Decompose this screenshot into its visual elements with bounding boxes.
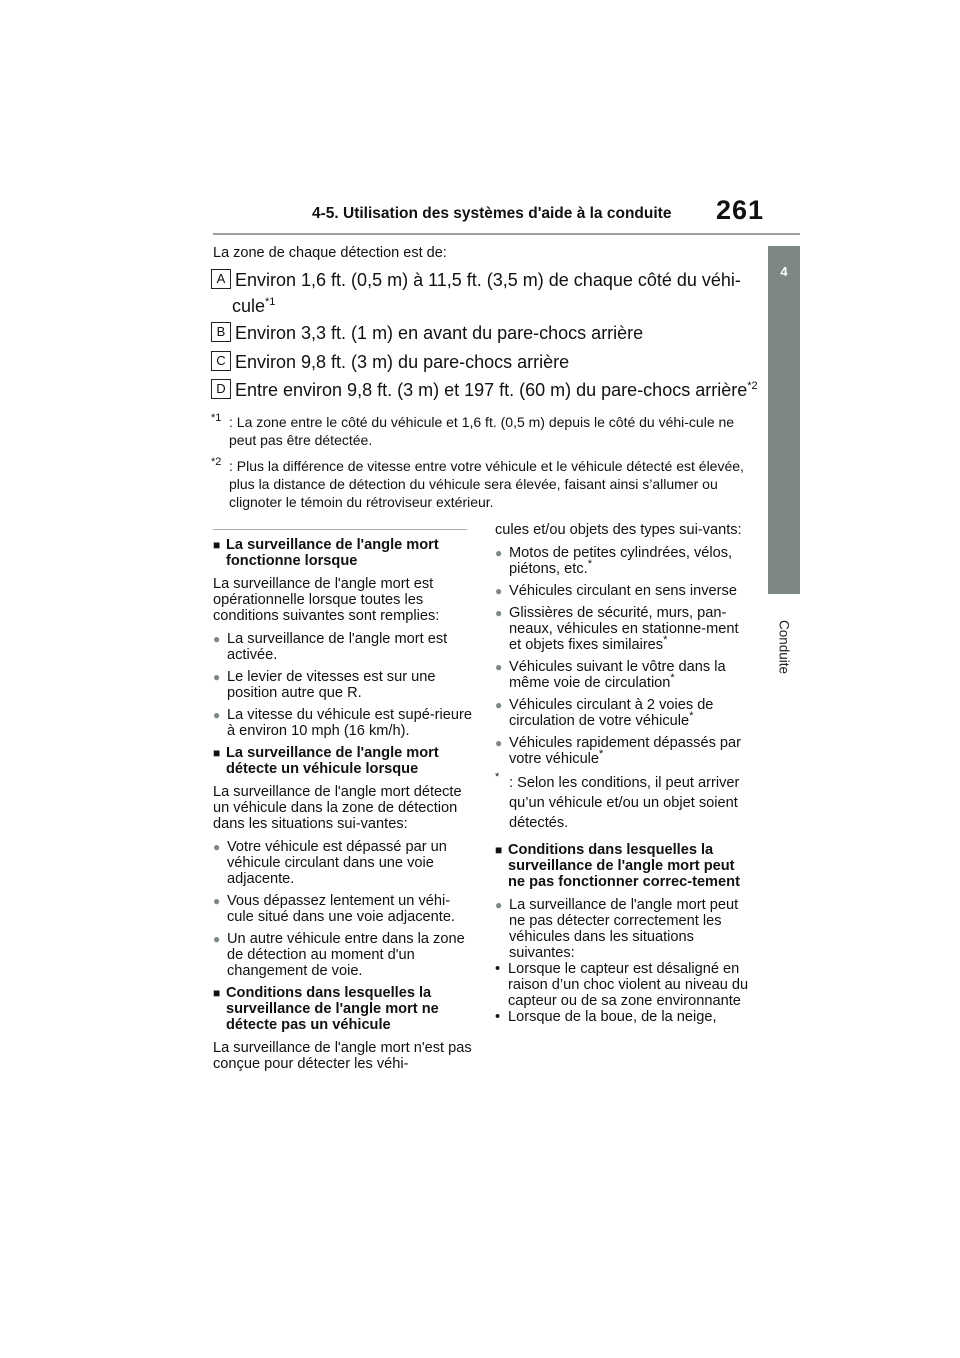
zone-letter-badge: C bbox=[211, 351, 231, 371]
zone-text: Entre environ 9,8 ft. (3 m) et 197 ft. (60 m) du pare-chocs arrière bbox=[235, 380, 748, 400]
sub-list-item-text: Lorsque de la boue, de la neige, bbox=[508, 1009, 717, 1025]
zone-d bbox=[211, 378, 758, 402]
zone-a bbox=[211, 268, 741, 292]
zone-text: Environ 1,6 ft. (0,5 m) à 11,5 ft. (3,5 m) de chaque côté du véhi- bbox=[235, 270, 741, 290]
list-item-text: La vitesse du véhicule est supé-rieure à environ 10 mph (16 km/h). bbox=[227, 707, 472, 739]
section-heading bbox=[213, 985, 473, 1033]
list-item-text: La surveillance de l'angle mort peut ne pas détecter correctement les véhicules dans les situations suivantes: bbox=[509, 897, 739, 961]
zone-c bbox=[211, 350, 569, 374]
section-heading bbox=[213, 537, 473, 569]
footnote-ref: * bbox=[670, 672, 675, 685]
footnote-ref: * bbox=[663, 634, 668, 647]
footnote-2 bbox=[211, 457, 751, 511]
footnote-ref: *1 bbox=[265, 296, 276, 308]
footnote-ref: * bbox=[689, 710, 694, 723]
left-column bbox=[213, 537, 473, 1079]
zone-text: Environ 3,3 ft. (1 m) en avant du pare-chocs arrière bbox=[235, 323, 644, 343]
list-item bbox=[495, 605, 753, 653]
bullet-icon: ● bbox=[213, 708, 221, 722]
zone-text-cont: cule bbox=[232, 296, 266, 316]
list-item-text: Le levier de vitesses est sur une position autre que R. bbox=[227, 669, 436, 701]
right-column bbox=[495, 522, 753, 1025]
zone-text: Environ 9,8 ft. (3 m) du pare-chocs arrière bbox=[235, 352, 570, 372]
paragraph: La surveillance de l'angle mort détecte un véhicule dans la zone de détection dans les situations sui-vantes: bbox=[213, 784, 462, 832]
square-bullet-icon: ■ bbox=[213, 986, 221, 1000]
list-item-text: Un autre véhicule entre dans la zone de détection au moment d'un changement de voie. bbox=[227, 931, 465, 979]
heading-text: La surveillance de l'angle mort fonctionne lorsque bbox=[226, 537, 439, 569]
square-bullet-icon: ■ bbox=[213, 746, 221, 760]
paragraph: La surveillance de l'angle mort est opérationnelle lorsque toutes les conditions suivantes sont remplies: bbox=[213, 576, 440, 624]
note-text: : Selon les conditions, il peut arriver qu’un véhicule et/ou un objet soient détectés. bbox=[509, 775, 740, 831]
note bbox=[495, 773, 753, 833]
section-divider bbox=[213, 529, 467, 530]
sub-list-item bbox=[495, 961, 753, 1009]
list-item-text: La surveillance de l'angle mort est activée. bbox=[227, 631, 448, 663]
bullet-icon: ● bbox=[213, 932, 221, 946]
list-item-text: Glissières de sécurité, murs, pan-neaux, véhicules en stationne-ment et objets fixes similaires bbox=[509, 605, 739, 653]
chapter-title: 4-5. Utilisation des systèmes d'aide à la conduite bbox=[312, 205, 672, 222]
list-item bbox=[495, 697, 753, 729]
list-item bbox=[495, 583, 753, 599]
sub-list-item-text: Lorsque le capteur est désaligné en raison d’un choc violent au niveau du capteur ou de sa zone environnante bbox=[508, 961, 749, 1009]
list-item bbox=[495, 659, 753, 691]
bullet-icon: ● bbox=[213, 632, 221, 646]
footnote-ref: * bbox=[599, 748, 604, 761]
list-item bbox=[213, 669, 473, 701]
bullet-icon: ● bbox=[495, 898, 503, 912]
chapter-number: 4 bbox=[780, 264, 788, 279]
list-item-text: Véhicules circulant à 2 voies de circulation de votre véhicule bbox=[509, 697, 714, 729]
bullet-icon: ● bbox=[495, 660, 503, 674]
section-heading bbox=[213, 745, 473, 777]
footnote-mark: *1 bbox=[211, 412, 222, 424]
sub-list-item bbox=[495, 1009, 753, 1025]
list-item bbox=[495, 735, 753, 767]
bullet-icon: ● bbox=[213, 840, 221, 854]
footnote-text: : La zone entre le côté du véhicule et 1,6 ft. (0,5 m) depuis le côté du véhi-cule ne peut pas être détectée. bbox=[229, 414, 735, 448]
footnote-mark: *2 bbox=[211, 456, 222, 468]
list-item bbox=[213, 931, 473, 979]
bullet-icon: ● bbox=[213, 670, 221, 684]
list-item bbox=[495, 897, 753, 961]
bullet-icon: ● bbox=[495, 584, 503, 598]
chapter-side-tab bbox=[768, 246, 800, 594]
heading-text: La surveillance de l'angle mort détecte un véhicule lorsque bbox=[226, 745, 439, 777]
footnote-ref: *2 bbox=[747, 380, 758, 392]
list-item bbox=[213, 893, 473, 925]
bullet-icon: ● bbox=[495, 698, 503, 712]
note-mark: * bbox=[495, 771, 500, 783]
zone-b bbox=[211, 321, 643, 345]
list-item-text: Véhicules suivant le vôtre dans la même voie de circulation bbox=[509, 659, 726, 691]
zone-a-continuation bbox=[232, 294, 275, 318]
bullet-icon: ● bbox=[495, 736, 503, 750]
zone-letter-badge: D bbox=[211, 379, 231, 399]
footnote-text: : Plus la différence de vitesse entre votre véhicule et le véhicule détecté est élevée, plus la distance de détection du véhicule sera élevée, faisant ainsi s’allumer ou clignoter le témoin du rétroviseur extérieur. bbox=[229, 458, 744, 510]
zone-letter-badge: B bbox=[211, 322, 231, 342]
list-item bbox=[213, 839, 473, 887]
bullet-icon: ● bbox=[495, 546, 503, 560]
paragraph: cules et/ou objets des types sui-vants: bbox=[495, 522, 742, 538]
list-item-text: Véhicules circulant en sens inverse bbox=[509, 583, 737, 599]
list-item-text: Vous dépassez lentement un véhi-cule situé dans une voie adjacente. bbox=[227, 893, 455, 925]
list-item bbox=[213, 707, 473, 739]
bullet-icon: ● bbox=[495, 606, 503, 620]
footnote-ref: * bbox=[587, 558, 592, 571]
list-item bbox=[213, 631, 473, 663]
list-item-text: Motos de petites cylindrées, vélos, piétons, etc. bbox=[509, 545, 733, 577]
paragraph: La surveillance de l'angle mort n'est pas conçue pour détecter les véhi- bbox=[213, 1040, 472, 1072]
list-item-text: Véhicules rapidement dépassés par votre véhicule bbox=[509, 735, 742, 767]
bullet-icon: ● bbox=[213, 894, 221, 908]
square-bullet-icon: ■ bbox=[213, 538, 221, 552]
heading-text: Conditions dans lesquelles la surveillance de l'angle mort ne détecte pas un véhicule bbox=[226, 985, 439, 1033]
intro-text: La zone de chaque détection est de: bbox=[213, 245, 447, 261]
dash-bullet-icon: • bbox=[495, 1009, 501, 1025]
chapter-label: Conduite bbox=[776, 620, 792, 675]
footnote-1 bbox=[211, 413, 751, 449]
zone-letter-badge: A bbox=[211, 269, 231, 289]
list-item-text: Votre véhicule est dépassé par un véhicule circulant dans une voie adjacente. bbox=[227, 839, 447, 887]
square-bullet-icon: ■ bbox=[495, 843, 503, 857]
page-number: 261 bbox=[716, 195, 765, 225]
section-heading bbox=[495, 842, 753, 890]
heading-text: Conditions dans lesquelles la surveillance de l'angle mort peut ne pas fonctionner correc-tement bbox=[508, 842, 740, 890]
dash-bullet-icon: • bbox=[495, 961, 501, 977]
list-item bbox=[495, 545, 753, 577]
header-divider bbox=[213, 233, 800, 235]
